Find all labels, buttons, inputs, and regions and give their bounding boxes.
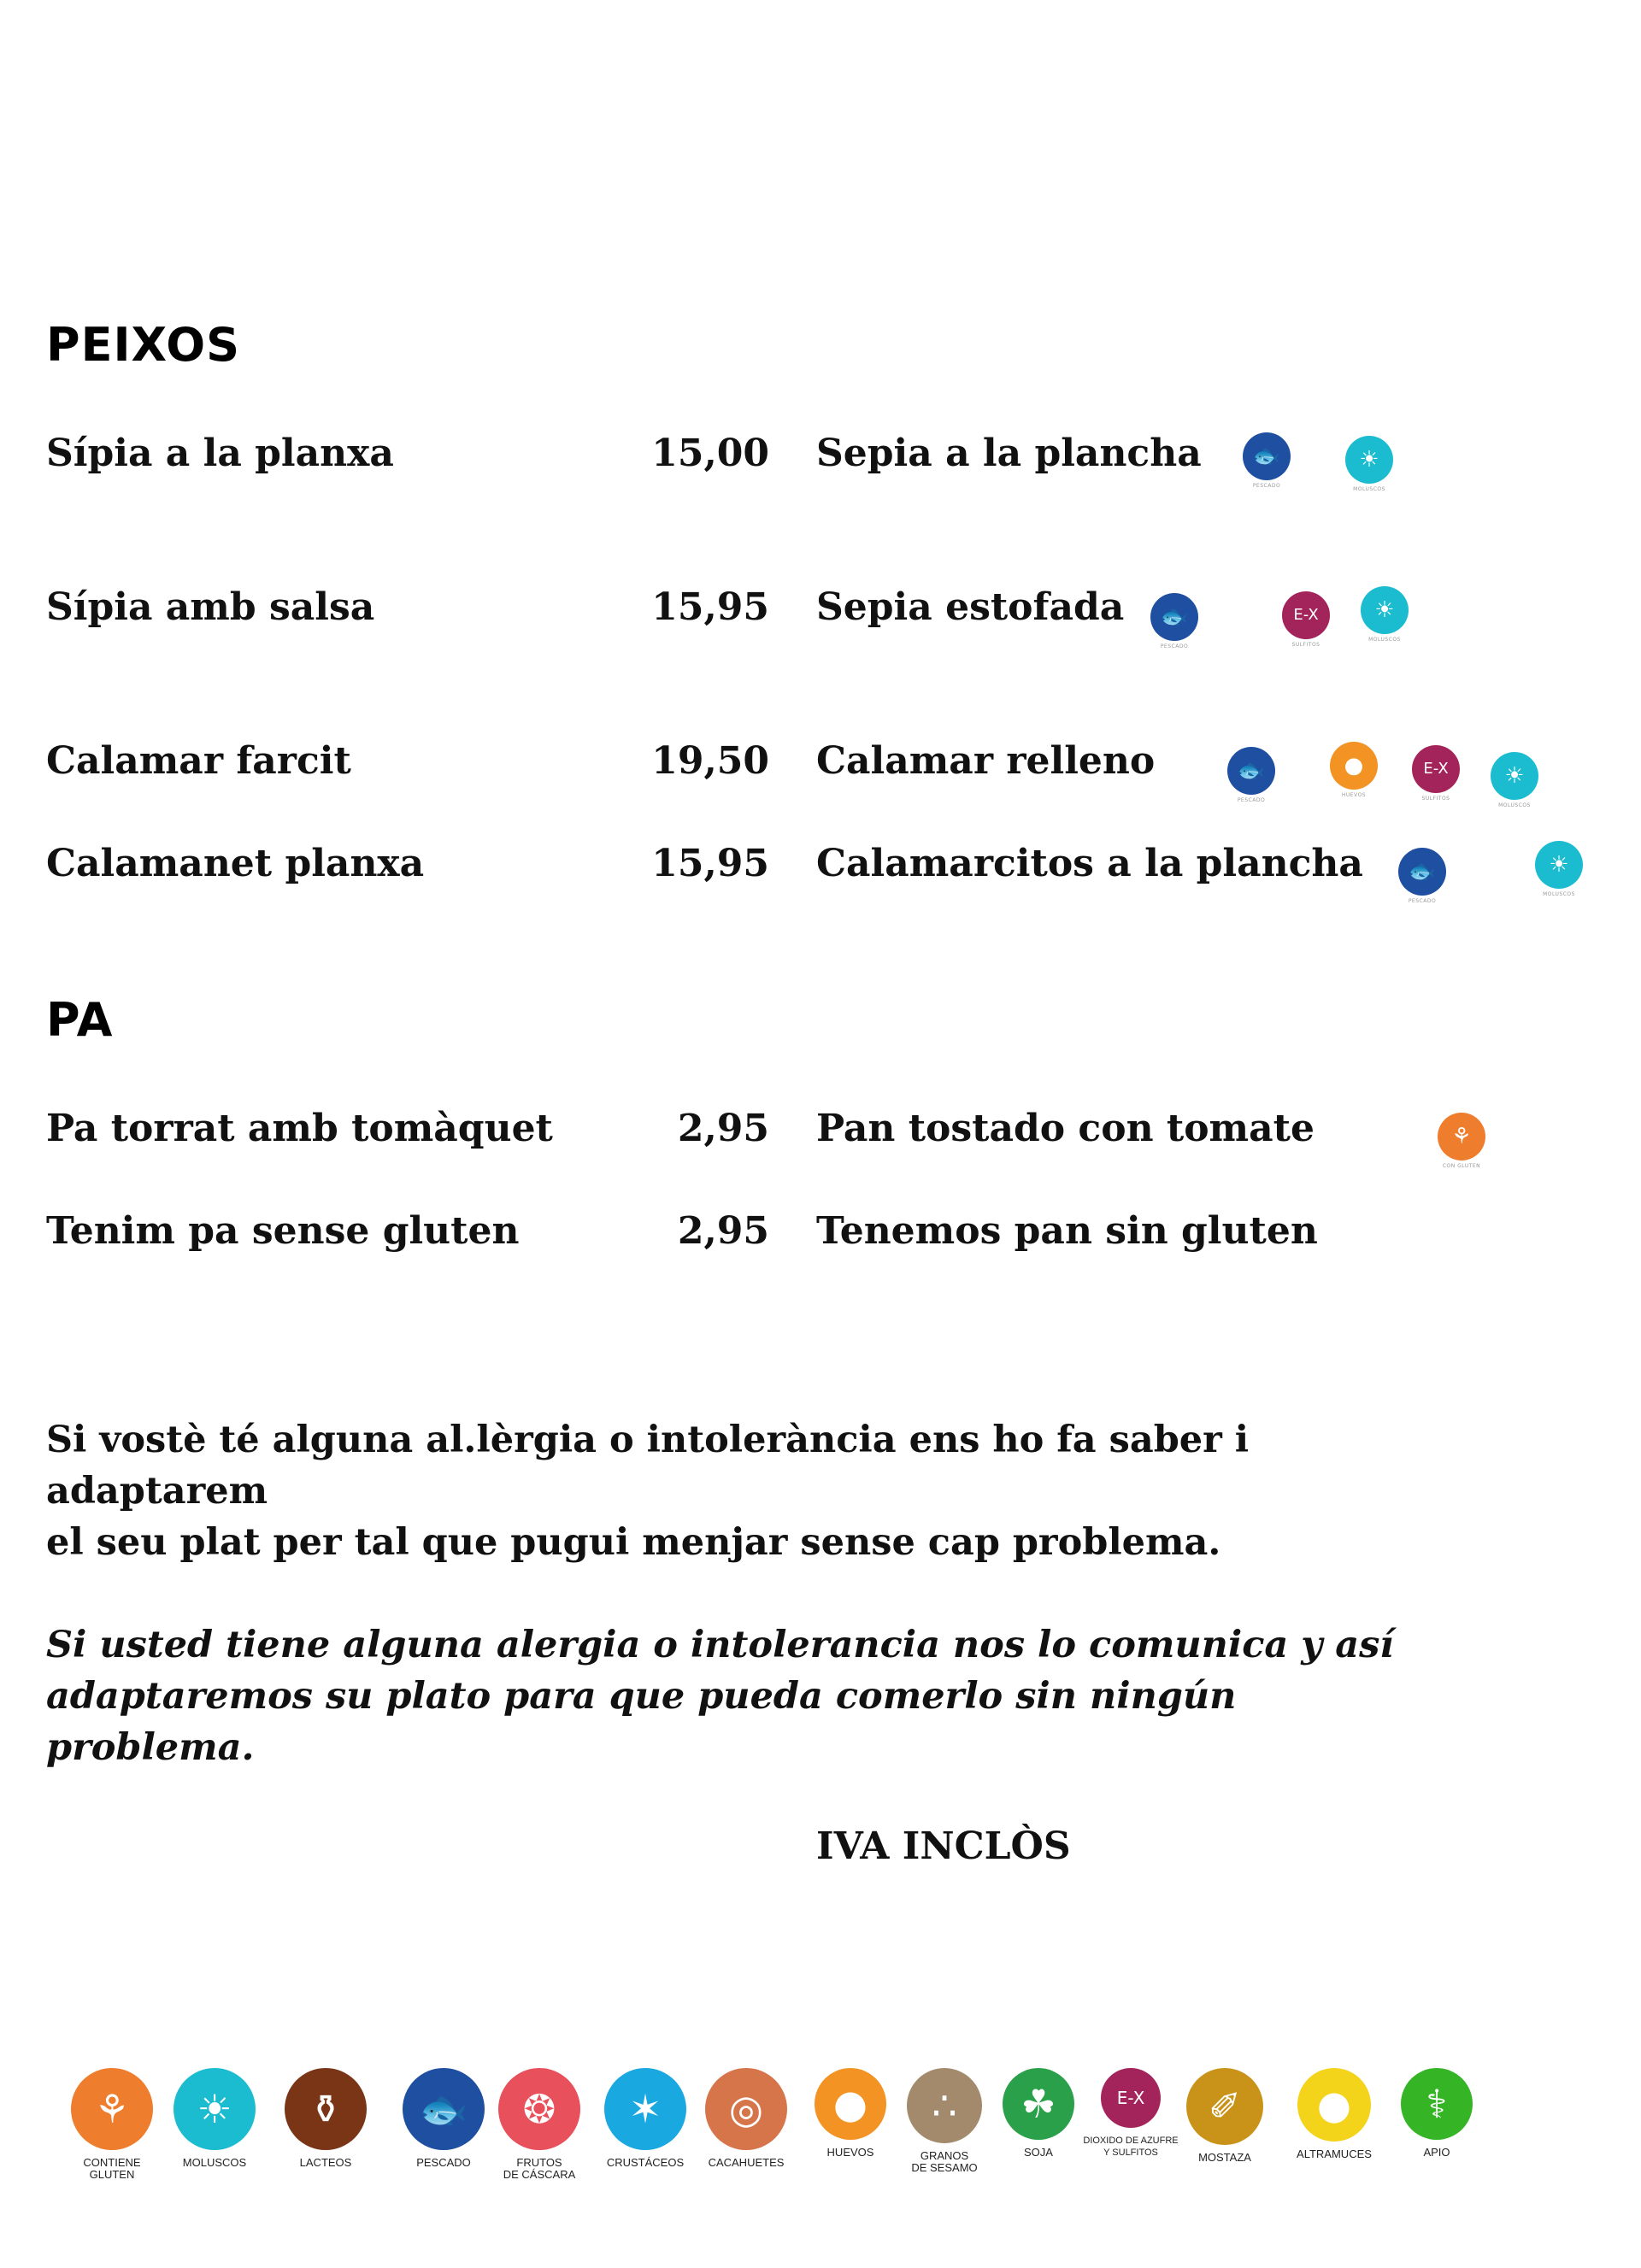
sulphite-icon: E-X SULFITOS bbox=[1282, 591, 1330, 639]
menu-item-price: 2,95 bbox=[677, 1209, 769, 1253]
sulphite-icon: E-X bbox=[1101, 2068, 1161, 2128]
egg-icon: ● bbox=[815, 2068, 886, 2140]
allergen-legend bbox=[0, 2068, 1641, 2205]
soy-icon: ☘ bbox=[1003, 2068, 1074, 2140]
fish-icon: 🐟 PESCADO bbox=[1227, 747, 1275, 795]
menu-item-ca: Calamanet planxa bbox=[46, 842, 425, 885]
allergy-notice-ca bbox=[46, 1414, 1414, 1568]
shell-icon: ☀ MOLUSCOS bbox=[1345, 436, 1393, 484]
legend-label: ALTRAMUCES bbox=[1297, 2148, 1372, 2160]
nut-icon: ❂ bbox=[498, 2068, 580, 2150]
legend-lacteos bbox=[262, 2068, 390, 2169]
fish-icon: 🐟 PESCADO bbox=[1150, 593, 1198, 641]
menu-item-es: Sepia estofada bbox=[816, 585, 1125, 629]
celery-icon: ⚕ bbox=[1401, 2068, 1473, 2140]
fish-icon: 🐟 PESCADO bbox=[1398, 848, 1446, 896]
section-heading-bread: PA bbox=[46, 993, 114, 1047]
legend-label: APIO bbox=[1423, 2146, 1450, 2159]
legend-label: CACAHUETES bbox=[708, 2156, 785, 2169]
notice-line: Si usted tiene alguna alergia o intolerancia nos lo comunica y así bbox=[46, 1624, 1394, 1666]
peanut-icon: ◎ bbox=[705, 2068, 787, 2150]
section-heading-fish: PEIXOS bbox=[46, 318, 241, 372]
egg-icon: ● HUEVOS bbox=[1330, 742, 1378, 790]
notice-line: Si vostè té alguna al.lèrgia o intolerància ens ho fa saber i adaptarem bbox=[46, 1419, 1250, 1513]
legend-label: CRUSTÁCEOS bbox=[606, 2156, 685, 2169]
menu-item-ca: Tenim pa sense gluten bbox=[46, 1209, 520, 1253]
legend-label: LACTEOS bbox=[299, 2156, 352, 2169]
menu-item-ca: Pa torrat amb tomàquet bbox=[46, 1107, 553, 1150]
menu-item-price: 15,95 bbox=[651, 585, 769, 629]
legend-label: PESCADO bbox=[416, 2156, 471, 2169]
lupin-icon: ● bbox=[1297, 2068, 1371, 2142]
menu-item-price: 19,50 bbox=[651, 739, 769, 783]
fish-icon: 🐟 PESCADO bbox=[1243, 432, 1291, 480]
legend-label: MOSTAZA bbox=[1198, 2151, 1251, 2164]
legend-label: GRANOS DE SESAMO bbox=[911, 2149, 978, 2174]
legend-moluscos bbox=[150, 2068, 279, 2169]
legend-label: MOLUSCOS bbox=[182, 2156, 247, 2169]
wheat-icon: ⚘ bbox=[71, 2068, 153, 2150]
menu-item-es: Pan tostado con tomate bbox=[816, 1107, 1315, 1150]
legend-label: CONTIENE GLUTEN bbox=[83, 2156, 141, 2181]
menu-item-ca: Sípia a la planxa bbox=[46, 432, 394, 475]
menu-item-price: 15,95 bbox=[651, 842, 769, 885]
legend-label: FRUTOS DE CÁSCARA bbox=[503, 2156, 576, 2181]
notice-line: adaptaremos su plato para que pueda comerlo sin ningún problema. bbox=[46, 1675, 1237, 1769]
menu-item-es: Calamar relleno bbox=[816, 739, 1156, 783]
fish-icon: 🐟 bbox=[403, 2068, 485, 2150]
shell-icon: ☀ MOLUSCOS bbox=[1535, 841, 1583, 889]
crab-icon: ✶ bbox=[604, 2068, 686, 2150]
shell-icon: ☀ MOLUSCOS bbox=[1491, 752, 1538, 800]
shell-icon: ☀ MOLUSCOS bbox=[1361, 586, 1409, 634]
legend-label: HUEVOS bbox=[826, 2146, 874, 2159]
wheat-icon: ⚘ CON GLUTEN bbox=[1438, 1113, 1485, 1160]
menu-item-price: 2,95 bbox=[677, 1107, 769, 1150]
menu-item-es: Tenemos pan sin gluten bbox=[816, 1209, 1318, 1253]
sesame-icon: ∴ bbox=[907, 2068, 982, 2143]
legend-apio bbox=[1373, 2068, 1501, 2159]
notice-line: el seu plat per tal que pugui menjar sense cap problema. bbox=[46, 1521, 1221, 1564]
sulphite-icon: E-X SULFITOS bbox=[1412, 745, 1460, 793]
menu-item-ca: Calamar farcit bbox=[46, 739, 351, 783]
menu-item-es: Calamarcitos a la plancha bbox=[816, 842, 1363, 885]
menu-item-es: Sepia a la plancha bbox=[816, 432, 1202, 475]
shell-icon: ☀ bbox=[174, 2068, 256, 2150]
legend-label: DIOXIDO DE AZUFRE Y SULFITOS bbox=[1083, 2136, 1179, 2158]
menu-item-price: 15,00 bbox=[651, 432, 769, 475]
allergy-notice-es bbox=[46, 1619, 1414, 1773]
vat-included: IVA INCLÒS bbox=[816, 1824, 1071, 1868]
mustard-icon: ✐ bbox=[1186, 2068, 1263, 2145]
menu-item-ca: Sípia amb salsa bbox=[46, 585, 375, 629]
jug-icon: ⚱ bbox=[285, 2068, 367, 2150]
legend-label: SOJA bbox=[1024, 2146, 1053, 2159]
